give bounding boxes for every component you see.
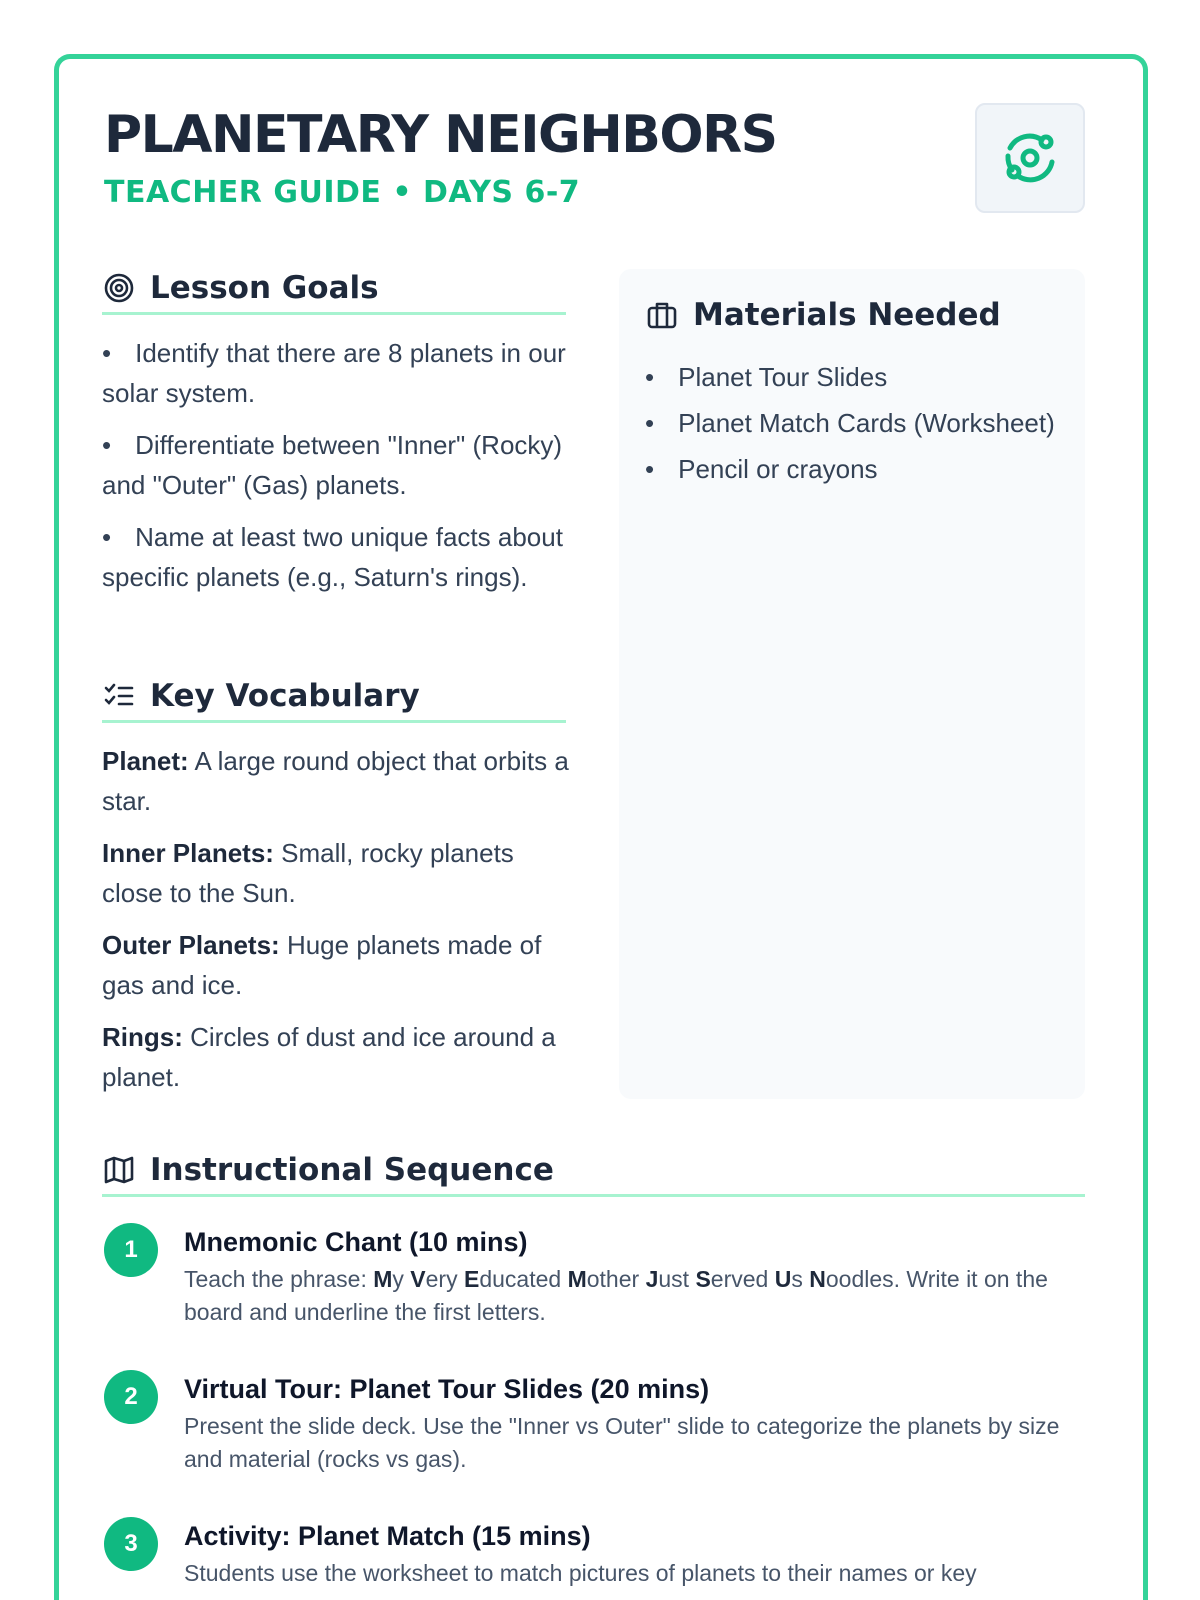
mnemonic-rest: ducated bbox=[479, 1266, 568, 1292]
step-description bbox=[184, 1263, 1084, 1329]
mnemonic-rest: s bbox=[791, 1266, 810, 1292]
sequence-header bbox=[102, 1145, 1085, 1197]
list-item: • Name at least two unique facts about specific planets (e.g., Saturn's rings). bbox=[102, 517, 572, 597]
step-outro: . Write it on the board and underline the first letters. bbox=[184, 1266, 1048, 1325]
goals-list bbox=[102, 333, 572, 609]
vocabulary-title: Key Vocabulary bbox=[150, 677, 420, 714]
mnemonic-letter: V bbox=[410, 1266, 426, 1292]
mnemonic-rest: y bbox=[392, 1266, 411, 1292]
vocab-entry bbox=[102, 1017, 572, 1097]
step-number: 1 bbox=[104, 1223, 158, 1277]
mnemonic-letter: N bbox=[809, 1266, 826, 1292]
materials-title: Materials Needed bbox=[693, 297, 1001, 333]
step-number: 3 bbox=[104, 1517, 158, 1571]
page-subtitle: TEACHER GUIDE • DAYS 6-7 bbox=[104, 175, 581, 210]
map-icon bbox=[102, 1153, 136, 1187]
logo-badge bbox=[975, 103, 1085, 213]
checklist-icon bbox=[102, 679, 136, 713]
vocab-definition: Huge planets made of gas and ice. bbox=[102, 930, 542, 1000]
mnemonic-rest: erved bbox=[710, 1266, 775, 1292]
page-title: PLANETARY NEIGHBORS bbox=[104, 105, 777, 165]
mnemonic-letter: U bbox=[774, 1266, 792, 1292]
mnemonic-rest: ust bbox=[658, 1266, 696, 1292]
vocab-term: Rings: bbox=[102, 1022, 183, 1052]
mnemonic-rest: ery bbox=[425, 1266, 464, 1292]
mnemonic-letter: J bbox=[645, 1266, 659, 1292]
vocab-entry bbox=[102, 925, 572, 1005]
vocab-definition: Small, rocky planets close to the Sun. bbox=[102, 838, 514, 908]
vocabulary-list bbox=[102, 741, 572, 1109]
list-item: • Differentiate between "Inner" (Rocky) and "Outer" (Gas) planets. bbox=[102, 425, 572, 505]
step-title: Activity: Planet Match (15 mins) bbox=[184, 1521, 591, 1551]
list-item: • Planet Match Cards (Worksheet) bbox=[645, 403, 1065, 443]
vocab-term: Outer Planets: bbox=[102, 930, 280, 960]
goals-header bbox=[102, 263, 566, 315]
list-item: • Pencil or crayons bbox=[645, 449, 1065, 489]
sequence-title: Instructional Sequence bbox=[150, 1151, 554, 1188]
lesson-card bbox=[54, 54, 1148, 1600]
mnemonic-letter: S bbox=[695, 1266, 711, 1292]
vocab-entry bbox=[102, 741, 572, 821]
mnemonic-letter: E bbox=[463, 1266, 480, 1292]
materials-panel bbox=[619, 269, 1085, 1099]
briefcase-icon bbox=[645, 298, 679, 332]
orbit-icon bbox=[998, 126, 1062, 190]
vocab-definition: A large round object that orbits a star. bbox=[102, 746, 569, 816]
step-intro: Teach the phrase: bbox=[184, 1266, 374, 1292]
step-description: Students use the worksheet to match pictures of planets to their names or key bbox=[184, 1560, 977, 1586]
target-icon bbox=[102, 271, 136, 305]
list-item: • Identify that there are 8 planets in our solar system. bbox=[102, 333, 572, 413]
step-title: Virtual Tour: Planet Tour Slides (20 mins) bbox=[184, 1374, 710, 1404]
step-number: 2 bbox=[104, 1370, 158, 1424]
vocab-definition: Circles of dust and ice around a planet. bbox=[102, 1022, 556, 1092]
step-title: Mnemonic Chant (10 mins) bbox=[184, 1227, 528, 1257]
goals-title: Lesson Goals bbox=[150, 269, 379, 306]
list-item: • Planet Tour Slides bbox=[645, 357, 1065, 397]
vocab-term: Inner Planets: bbox=[102, 838, 274, 868]
materials-list bbox=[645, 357, 1065, 501]
mnemonic-letter: M bbox=[373, 1266, 393, 1292]
mnemonic-rest: oodles bbox=[825, 1266, 894, 1292]
materials-header bbox=[645, 295, 1001, 335]
mnemonic-rest: other bbox=[586, 1266, 646, 1292]
mnemonic-letter: M bbox=[567, 1266, 587, 1292]
step-description: Present the slide deck. Use the "Inner vs Outer" slide to categorize the planets by size and material (rocks vs gas). bbox=[184, 1413, 1060, 1472]
vocabulary-header bbox=[102, 671, 566, 723]
vocab-term: Planet: bbox=[102, 746, 189, 776]
vocab-entry bbox=[102, 833, 572, 913]
